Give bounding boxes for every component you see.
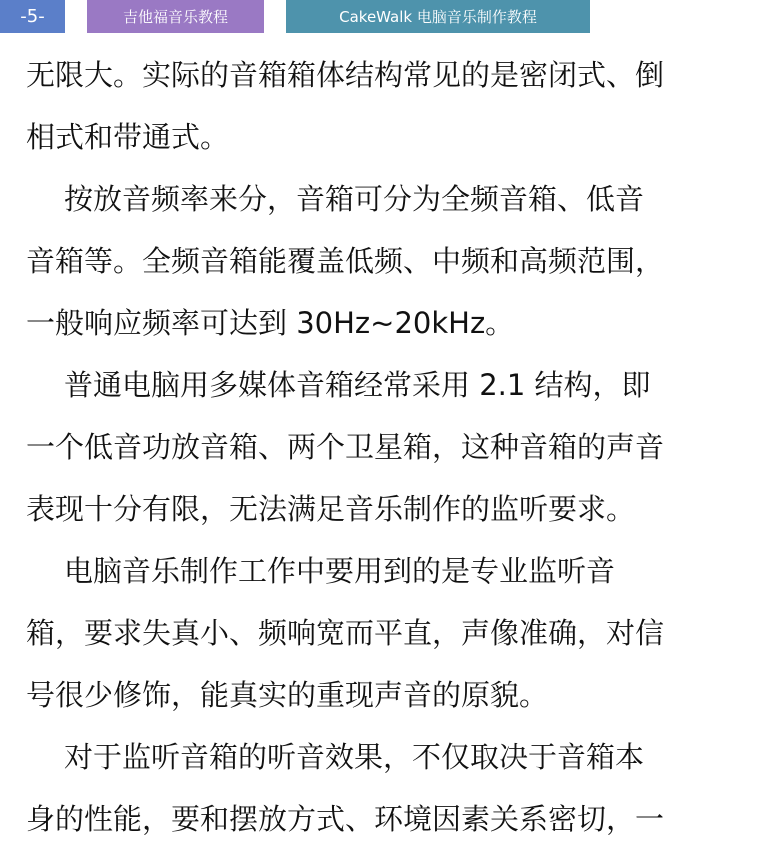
page-number-tab: -5- — [0, 0, 65, 33]
body-line: 箱，要求失真小、频响宽而平直，声像准确，对信 — [26, 616, 665, 650]
body-line: 身的性能，要和摆放方式、环境因素关系密切，一 — [26, 802, 665, 836]
cakewalk-tutorial-tab[interactable]: CakeWalk 电脑音乐制作教程 — [286, 0, 590, 33]
body-line: 号很少修饰，能真实的重现声音的原貌。 — [26, 678, 549, 712]
body-line: 表现十分有限，无法满足音乐制作的监听要求。 — [26, 492, 636, 526]
body-line: 音箱等。全频音箱能覆盖低频、中频和高频范围， — [26, 244, 665, 278]
body-line: 按放音频率来分，音箱可分为全频音箱、低音 — [64, 182, 645, 216]
body-line: 普通电脑用多媒体音箱经常采用 2.1 结构，即 — [64, 368, 651, 402]
body-line: 一般响应频率可达到 30Hz~20kHz。 — [26, 306, 515, 340]
body-line: 相式和带通式。 — [26, 120, 230, 154]
header-bar — [0, 0, 783, 33]
body-line: 电脑音乐制作工作中要用到的是专业监听音 — [64, 554, 616, 588]
guitar-tutorial-tab[interactable]: 吉他福音乐教程 — [87, 0, 264, 33]
body-line: 对于监听音箱的听音效果，不仅取决于音箱本 — [64, 740, 645, 774]
body-line: 无限大。实际的音箱箱体结构常见的是密闭式、倒 — [26, 58, 665, 92]
body-line: 一个低音功放音箱、两个卫星箱，这种音箱的声音 — [26, 430, 665, 464]
document-body — [26, 44, 766, 850]
